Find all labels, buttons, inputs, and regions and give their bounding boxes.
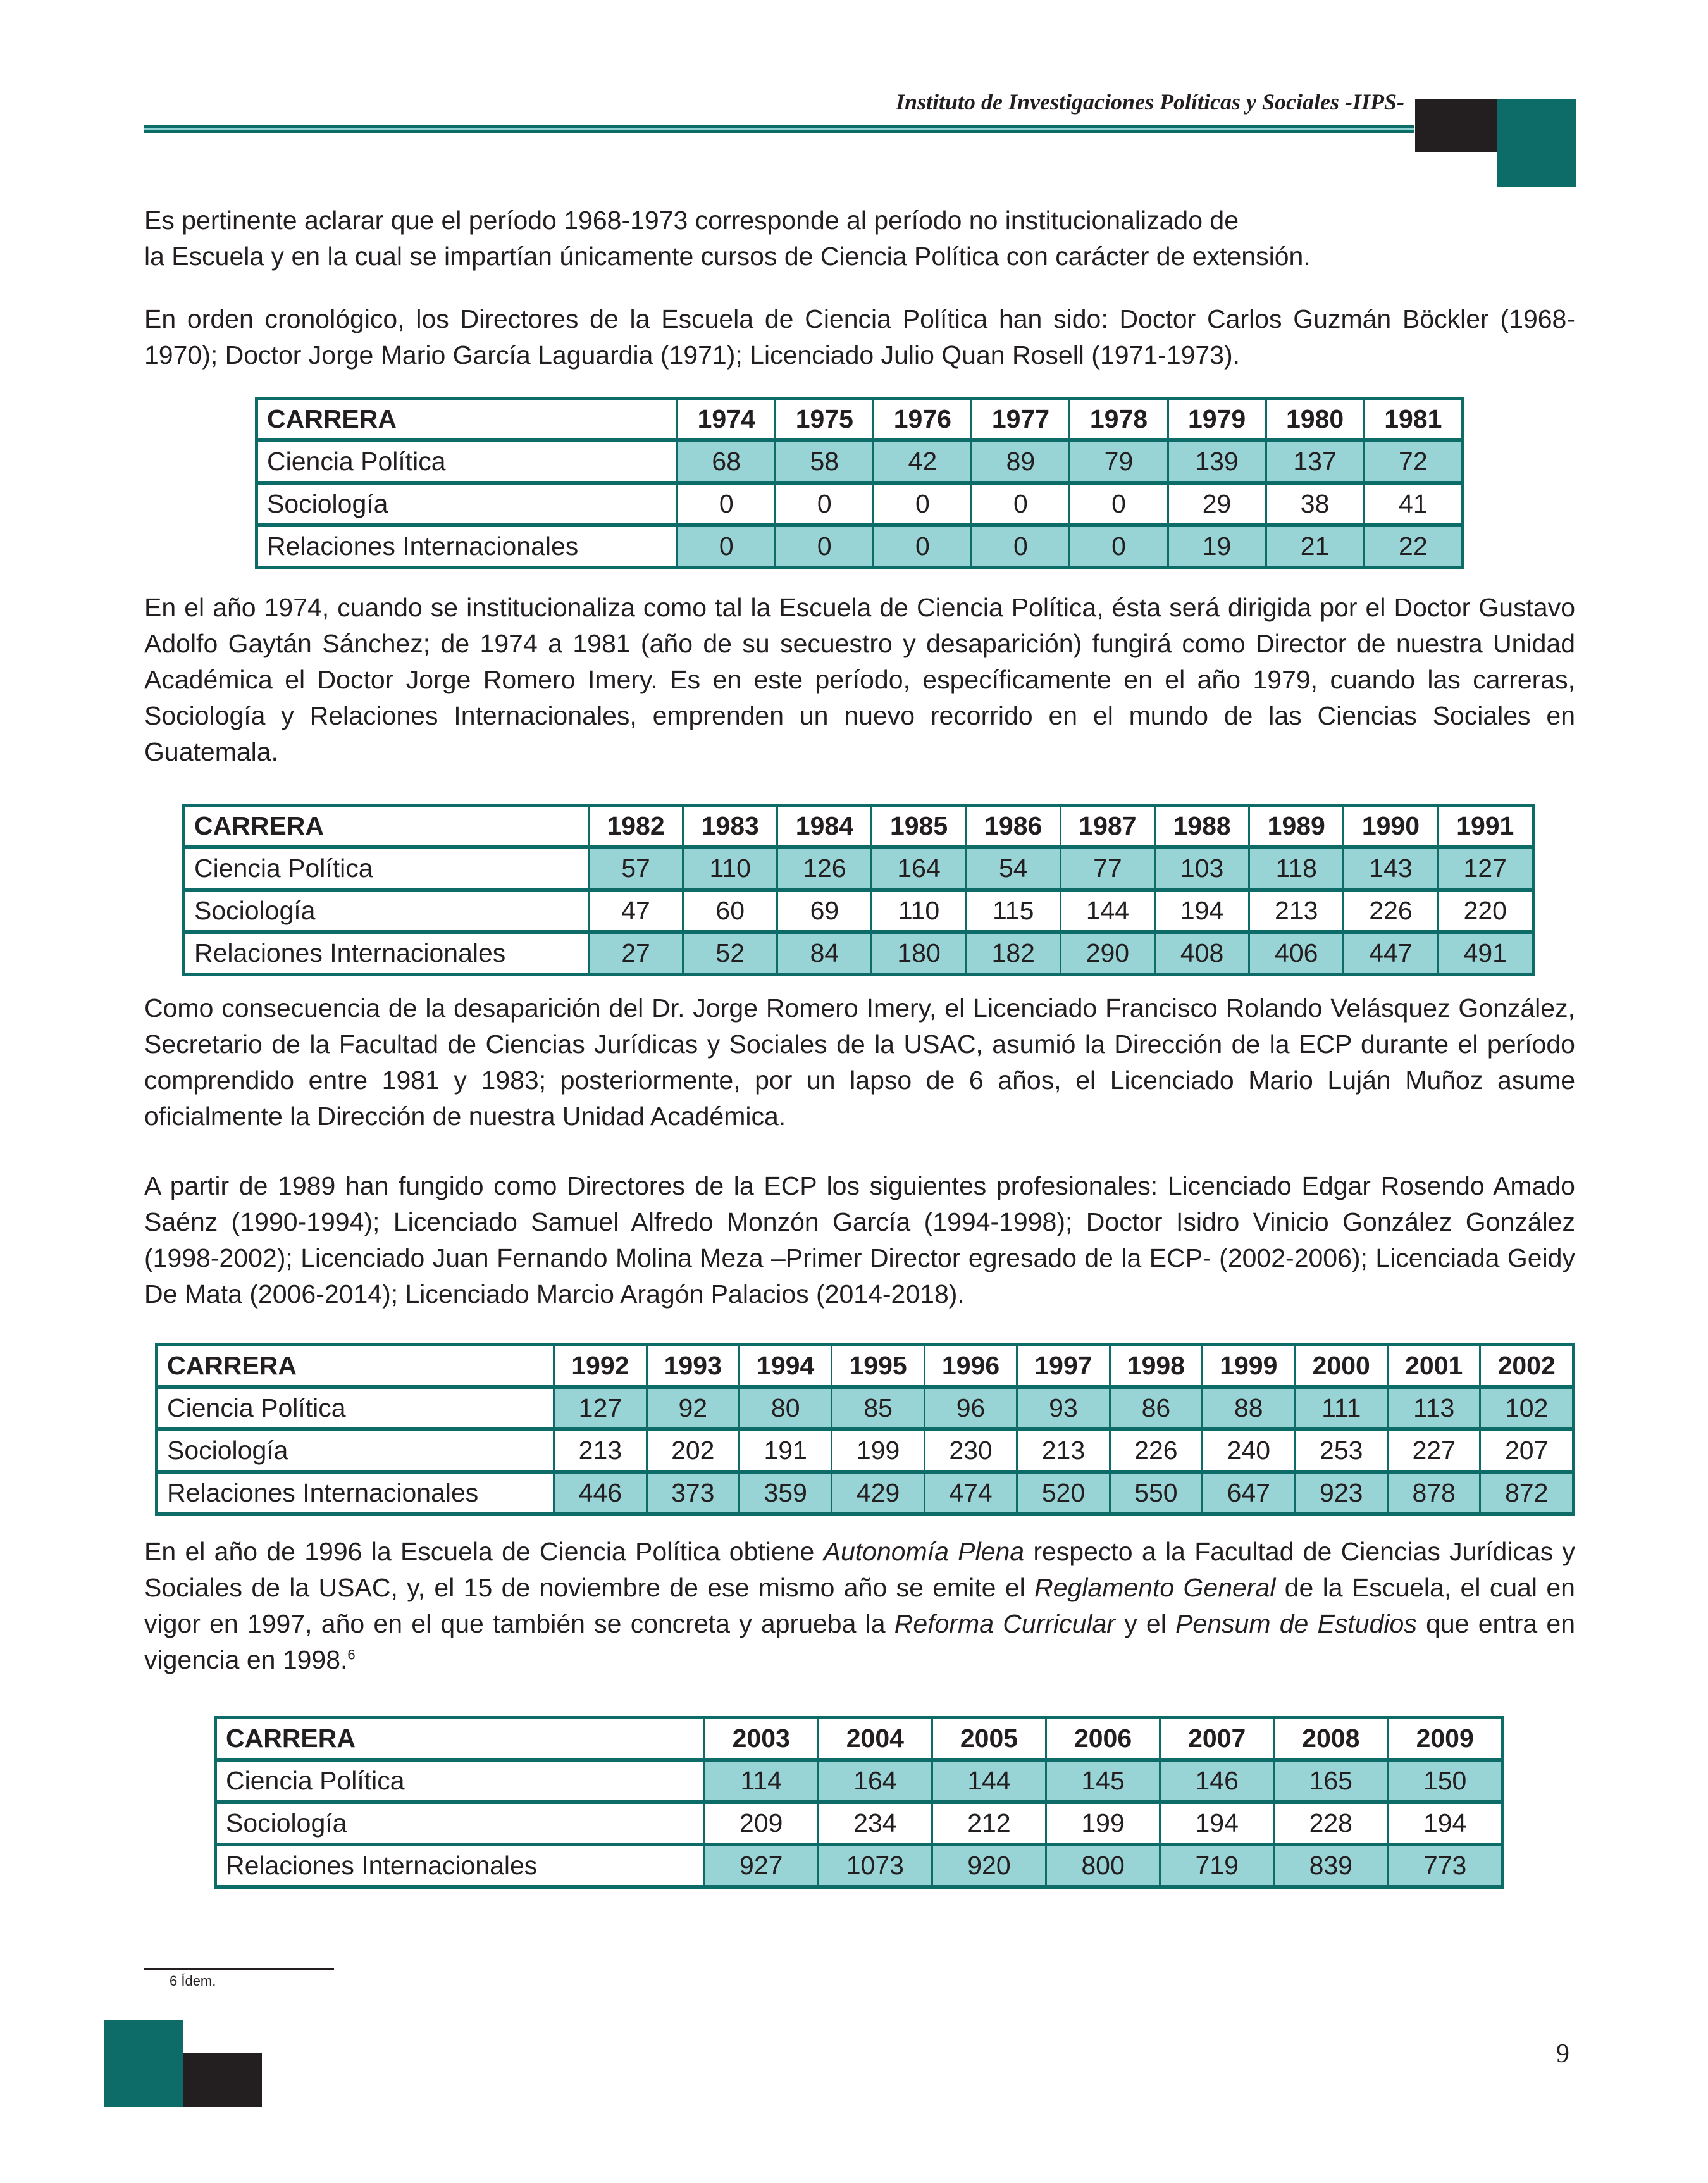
column-header-year: 2002: [1480, 1345, 1574, 1388]
cell-student-count: 143: [1344, 847, 1438, 890]
cell-student-count: 0: [678, 525, 776, 568]
column-header-year: 2005: [932, 1718, 1046, 1760]
cell-student-count: 41: [1364, 483, 1463, 525]
paragraph-desaparicion-romero-imery: Como consecuencia de la desaparición del Dr. Jorge Romero Imery, el Licenciado Francisco Rolando Velásquez González, Secretario de la Facultad de Ciencias Jurídicas y Sociales de la USAC, asumió la Dirección de la ECP durante el período comprendido entre 1981 y 1983; posteriormente, por un lapso de 6 años, el Licenciado Mario Luján Muñoz asume oficialmente la Dirección de nuestra Unidad Académica.: [144, 993, 1575, 1131]
paragraph-line: Es pertinente aclarar que el período 1968-1973 corresponde al período no institucionalizado de: [144, 206, 1239, 235]
column-header-year: 1998: [1110, 1345, 1202, 1388]
cell-student-count: 60: [683, 890, 777, 932]
cell-student-count: 253: [1295, 1429, 1387, 1472]
column-header-year: 1992: [554, 1345, 647, 1388]
cell-student-count: 209: [704, 1802, 818, 1844]
cell-student-count: 240: [1203, 1429, 1295, 1472]
footnote-text: 6 Ídem.: [170, 1973, 216, 1989]
cell-student-count: 647: [1203, 1472, 1295, 1514]
cell-student-count: 69: [777, 890, 872, 932]
cell-student-count: 0: [776, 483, 874, 525]
italic-term-autonomia-plena: Autonomía Plena: [823, 1537, 1025, 1566]
cell-student-count: 191: [739, 1429, 831, 1472]
cell-student-count: 79: [1070, 440, 1168, 483]
column-header-year: 1974: [678, 399, 776, 441]
cell-student-count: 139: [1168, 440, 1266, 483]
cell-student-count: 491: [1438, 932, 1533, 974]
cell-student-count: 0: [874, 525, 972, 568]
row-label-carrera: Relaciones Internacionales: [216, 1844, 705, 1887]
column-header-carrera: CARRERA: [216, 1718, 705, 1760]
cell-student-count: 88: [1203, 1387, 1295, 1429]
cell-student-count: 194: [1160, 1802, 1274, 1844]
column-header-year: 1976: [874, 399, 972, 441]
cell-student-count: 102: [1480, 1387, 1574, 1429]
cell-student-count: 520: [1017, 1472, 1110, 1514]
cell-student-count: 199: [1046, 1802, 1160, 1844]
cell-student-count: 110: [683, 847, 777, 890]
column-header-year: 1987: [1060, 805, 1154, 848]
column-header-year: 1996: [924, 1345, 1017, 1388]
cell-student-count: 27: [588, 932, 683, 974]
header-teal-block: [1497, 99, 1576, 187]
cell-student-count: 111: [1295, 1387, 1387, 1429]
cell-student-count: 115: [966, 890, 1060, 932]
paragraph-autonomia-1996: [144, 1534, 1575, 1678]
cell-student-count: 57: [588, 847, 683, 890]
column-header-year: 2009: [1388, 1718, 1503, 1760]
row-label-carrera: Relaciones Internacionales: [157, 1472, 554, 1514]
cell-student-count: 920: [932, 1844, 1046, 1887]
column-header-year: 1991: [1438, 805, 1533, 848]
table-row: [157, 1387, 1574, 1429]
cell-student-count: 0: [1070, 483, 1168, 525]
cell-student-count: 145: [1046, 1760, 1160, 1802]
cell-student-count: 96: [924, 1387, 1017, 1429]
column-header-year: 2006: [1046, 1718, 1160, 1760]
text-segment: respecto a la Facultad de Ciencias Jurídicas y Sociales de la USAC, y, el 15 de noviembre de ese mismo año se emite el: [144, 1537, 1576, 1602]
cell-student-count: 429: [832, 1472, 924, 1514]
column-header-year: 1994: [739, 1345, 831, 1388]
cell-student-count: 144: [1060, 890, 1154, 932]
column-header-year: 2003: [704, 1718, 818, 1760]
cell-student-count: 194: [1388, 1802, 1503, 1844]
cell-student-count: 127: [554, 1387, 647, 1429]
column-header-year: 1982: [588, 805, 683, 848]
column-header-year: 1978: [1070, 399, 1168, 441]
cell-student-count: 213: [1249, 890, 1344, 932]
row-label-carrera: Sociología: [216, 1802, 705, 1844]
cell-student-count: 773: [1388, 1844, 1503, 1887]
row-label-carrera: Sociología: [257, 483, 678, 525]
header-black-square: [1415, 99, 1497, 152]
column-header-year: 1993: [647, 1345, 739, 1388]
table-header-row: [216, 1718, 1503, 1760]
header-rule-highlight: [144, 128, 1414, 130]
column-header-year: 2008: [1274, 1718, 1388, 1760]
cell-student-count: 202: [647, 1429, 739, 1472]
cell-student-count: 47: [588, 890, 683, 932]
cell-student-count: 68: [678, 440, 776, 483]
cell-student-count: 213: [554, 1429, 647, 1472]
cell-student-count: 77: [1060, 847, 1154, 890]
row-label-carrera: Ciencia Política: [157, 1387, 554, 1429]
cell-student-count: 839: [1274, 1844, 1388, 1887]
cell-student-count: 719: [1160, 1844, 1274, 1887]
column-header-year: 1985: [872, 805, 966, 848]
table-header-row: [257, 399, 1463, 441]
table-2003-2009: [214, 1716, 1504, 1889]
text-segment: En el año de 1996 la Escuela de Ciencia Política obtiene: [144, 1537, 824, 1566]
cell-student-count: 923: [1295, 1472, 1387, 1514]
cell-student-count: 0: [776, 525, 874, 568]
cell-student-count: 165: [1274, 1760, 1388, 1802]
table-header-row: [184, 805, 1533, 848]
text-segment: y el: [1115, 1609, 1176, 1638]
cell-student-count: 878: [1387, 1472, 1480, 1514]
cell-student-count: 144: [932, 1760, 1046, 1802]
cell-student-count: 137: [1266, 440, 1364, 483]
row-label-carrera: Ciencia Política: [257, 440, 678, 483]
cell-student-count: 408: [1155, 932, 1249, 974]
column-header-year: 1997: [1017, 1345, 1110, 1388]
cell-student-count: 446: [554, 1472, 647, 1514]
cell-student-count: 226: [1110, 1429, 1202, 1472]
table-1974-1981: [255, 397, 1464, 569]
table-row: [257, 525, 1463, 568]
table-row: [216, 1760, 1503, 1802]
cell-student-count: 146: [1160, 1760, 1274, 1802]
table-header-row: [157, 1345, 1574, 1388]
cell-student-count: 0: [972, 483, 1070, 525]
column-header-year: 1980: [1266, 399, 1364, 441]
cell-student-count: 550: [1110, 1472, 1202, 1514]
column-header-year: 2007: [1160, 1718, 1274, 1760]
cell-student-count: 42: [874, 440, 972, 483]
column-header-year: 1981: [1364, 399, 1463, 441]
cell-student-count: 80: [739, 1387, 831, 1429]
cell-student-count: 110: [872, 890, 966, 932]
column-header-year: 1990: [1344, 805, 1438, 848]
cell-student-count: 234: [818, 1802, 932, 1844]
cell-student-count: 164: [818, 1760, 932, 1802]
header-rule: [144, 125, 1414, 133]
row-label-carrera: Ciencia Política: [216, 1760, 705, 1802]
row-label-carrera: Ciencia Política: [184, 847, 589, 890]
cell-student-count: 228: [1274, 1802, 1388, 1844]
cell-student-count: 54: [966, 847, 1060, 890]
footer-teal-block: [104, 2020, 183, 2107]
column-header-year: 1979: [1168, 399, 1266, 441]
column-header-year: 2004: [818, 1718, 932, 1760]
italic-term-pensum-de-estudios: Pensum de Estudios: [1175, 1609, 1417, 1638]
column-header-year: 1999: [1203, 1345, 1295, 1388]
italic-term-reglamento-general: Reglamento General: [1034, 1573, 1276, 1602]
cell-student-count: 22: [1364, 525, 1463, 568]
cell-student-count: 406: [1249, 932, 1344, 974]
row-label-carrera: Sociología: [157, 1429, 554, 1472]
cell-student-count: 72: [1364, 440, 1463, 483]
table-row: [257, 483, 1463, 525]
column-header-year: 1977: [972, 399, 1070, 441]
row-label-carrera: Relaciones Internacionales: [257, 525, 678, 568]
cell-student-count: 872: [1480, 1472, 1574, 1514]
cell-student-count: 93: [1017, 1387, 1110, 1429]
cell-student-count: 0: [874, 483, 972, 525]
column-header-year: 2001: [1387, 1345, 1480, 1388]
column-header-carrera: CARRERA: [257, 399, 678, 441]
cell-student-count: 213: [1017, 1429, 1110, 1472]
row-label-carrera: Relaciones Internacionales: [184, 932, 589, 974]
table-row: [216, 1802, 1503, 1844]
cell-student-count: 182: [966, 932, 1060, 974]
paragraph-institucionalizacion-1974: En el año 1974, cuando se institucionaliza como tal la Escuela de Ciencia Política, ésta será dirigida por el Doctor Gustavo Adolfo Gaytán Sánchez; de 1974 a 1981 (año de su secuestro y desaparición) fungirá como Director de nuestra Unidad Académica el Doctor Jorge Romero Imery. Es en este período, específicamente en el año 1979, cuando las carreras, Sociología y Relaciones Internacionales, emprenden un nuevo recorrido en el mundo de las Ciencias Sociales en Guatemala.: [144, 593, 1575, 766]
cell-student-count: 199: [832, 1429, 924, 1472]
table-row: [184, 890, 1533, 932]
cell-student-count: 207: [1480, 1429, 1574, 1472]
table-row: [184, 932, 1533, 974]
table-row: [157, 1472, 1574, 1514]
cell-student-count: 180: [872, 932, 966, 974]
cell-student-count: 227: [1387, 1429, 1480, 1472]
paragraph-directores-desde-1989: A partir de 1989 han fungido como Directores de la ECP los siguientes profesionales: Licenciado Edgar Rosendo Amado Saénz (1990-1994); Licenciado Samuel Alfredo Monzón García (1994-1998); Doctor Isidro Vinicio González González (1998-2002); Licenciado Juan Fernando Molina Meza –Primer Director egresado de la ECP- (2002-2006); Licenciada Geidy De Mata (2006-2014); Licenciado Marcio Aragón Palacios (2014-2018).: [144, 1171, 1575, 1309]
column-header-year: 1983: [683, 805, 777, 848]
table-row: [157, 1429, 1574, 1472]
cell-student-count: 126: [777, 847, 872, 890]
cell-student-count: 38: [1266, 483, 1364, 525]
cell-student-count: 103: [1155, 847, 1249, 890]
cell-student-count: 1073: [818, 1844, 932, 1887]
column-header-year: 1988: [1155, 805, 1249, 848]
column-header-year: 2000: [1295, 1345, 1387, 1388]
cell-student-count: 150: [1388, 1760, 1503, 1802]
cell-student-count: 21: [1266, 525, 1364, 568]
cell-student-count: 58: [776, 440, 874, 483]
cell-student-count: 226: [1344, 890, 1438, 932]
cell-student-count: 290: [1060, 932, 1154, 974]
cell-student-count: 0: [972, 525, 1070, 568]
text-segment: de la Escuela, el cual en vigor en 1997, año en el que también se concreta y aprueba la: [144, 1573, 1575, 1638]
paragraph-periodo-no-institucionalizado: [144, 202, 1575, 275]
cell-student-count: 447: [1344, 932, 1438, 974]
cell-student-count: 800: [1046, 1844, 1160, 1887]
cell-student-count: 92: [647, 1387, 739, 1429]
column-header-year: 1989: [1249, 805, 1344, 848]
column-header-year: 1986: [966, 805, 1060, 848]
cell-student-count: 29: [1168, 483, 1266, 525]
cell-student-count: 19: [1168, 525, 1266, 568]
running-header-title: Instituto de Investigaciones Políticas y Sociales -IIPS-: [895, 89, 1404, 115]
cell-student-count: 359: [739, 1472, 831, 1514]
table-row: [184, 847, 1533, 890]
cell-student-count: 194: [1155, 890, 1249, 932]
column-header-year: 1975: [776, 399, 874, 441]
cell-student-count: 114: [704, 1760, 818, 1802]
cell-student-count: 927: [704, 1844, 818, 1887]
table-1982-1991: [182, 804, 1535, 976]
column-header-carrera: CARRERA: [184, 805, 589, 848]
column-header-year: 1984: [777, 805, 872, 848]
text-segment: que entra en vigencia en 1998.: [144, 1609, 1576, 1674]
cell-student-count: 85: [832, 1387, 924, 1429]
paragraph-directores-1968-1973: En orden cronológico, los Directores de la Escuela de Ciencia Política han sido: Doctor Carlos Guzmán Böckler (1968-1970); Doctor Jorge Mario García Laguardia (1971); Licenciado Julio Quan Rosell (1971-1973).: [144, 304, 1575, 370]
cell-student-count: 118: [1249, 847, 1344, 890]
cell-student-count: 373: [647, 1472, 739, 1514]
cell-student-count: 0: [678, 483, 776, 525]
page-number: 9: [1556, 2039, 1569, 2068]
column-header-year: 1995: [832, 1345, 924, 1388]
footnote-reference[interactable]: 6: [347, 1646, 356, 1663]
cell-student-count: 220: [1438, 890, 1533, 932]
footnote-rule: [144, 1968, 334, 1970]
table-row: [257, 440, 1463, 483]
footer-black-square: [183, 2053, 262, 2107]
cell-student-count: 127: [1438, 847, 1533, 890]
italic-term-reforma-curricular: Reforma Curricular: [894, 1609, 1115, 1638]
cell-student-count: 230: [924, 1429, 1017, 1472]
paragraph-line: la Escuela y en la cual se impartían únicamente cursos de Ciencia Política con carácter de extensión.: [144, 242, 1311, 271]
table-row: [216, 1844, 1503, 1887]
cell-student-count: 86: [1110, 1387, 1202, 1429]
table-1992-2002: [155, 1343, 1575, 1516]
cell-student-count: 164: [872, 847, 966, 890]
cell-student-count: 113: [1387, 1387, 1480, 1429]
column-header-carrera: CARRERA: [157, 1345, 554, 1388]
cell-student-count: 212: [932, 1802, 1046, 1844]
cell-student-count: 0: [1070, 525, 1168, 568]
cell-student-count: 474: [924, 1472, 1017, 1514]
cell-student-count: 84: [777, 932, 872, 974]
row-label-carrera: Sociología: [184, 890, 589, 932]
cell-student-count: 52: [683, 932, 777, 974]
cell-student-count: 89: [972, 440, 1070, 483]
